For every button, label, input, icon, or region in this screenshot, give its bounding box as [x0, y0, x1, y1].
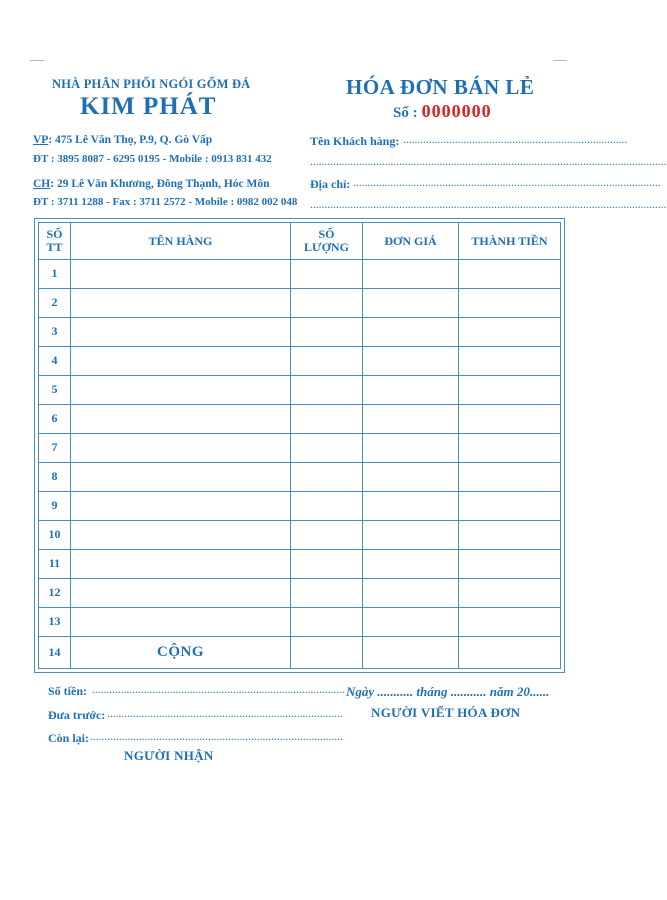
customer-name-field[interactable]: .............................................................................. — [403, 134, 628, 146]
cell-unit-price[interactable] — [363, 462, 459, 491]
cell-item[interactable] — [71, 549, 291, 578]
cell-stt: 8 — [39, 462, 71, 491]
cell-stt: 13 — [39, 607, 71, 636]
items-table-frame — [34, 218, 565, 673]
prepaid-field[interactable]: .................................................................................. — [107, 708, 343, 720]
cell-unit-price[interactable] — [363, 491, 459, 520]
cell-amount[interactable] — [459, 317, 561, 346]
cell-qty[interactable] — [291, 288, 363, 317]
table-row — [39, 607, 561, 636]
cell-qty[interactable] — [291, 375, 363, 404]
table-row — [39, 549, 561, 578]
cell-item[interactable] — [71, 578, 291, 607]
cell-item[interactable] — [71, 462, 291, 491]
items-table — [38, 222, 561, 669]
cell-amount[interactable] — [459, 520, 561, 549]
cell-stt: 14 — [39, 636, 71, 668]
cell-qty[interactable] — [291, 549, 363, 578]
total-label: CỘNG — [71, 636, 291, 668]
cell-item[interactable] — [71, 607, 291, 636]
invoice-title: HÓA ĐƠN BÁN LẺ — [346, 75, 535, 99]
cell-unit-price[interactable] — [363, 549, 459, 578]
cell-amount[interactable] — [459, 549, 561, 578]
cell-unit-price[interactable] — [363, 346, 459, 375]
branch-address-line — [33, 178, 270, 190]
cell-stt: 12 — [39, 578, 71, 607]
cell-item[interactable] — [71, 520, 291, 549]
cell-item[interactable] — [71, 404, 291, 433]
branch-address: : 29 Lê Văn Khương, Đông Thạnh, Hóc Môn — [50, 178, 270, 190]
table-row — [39, 462, 561, 491]
crop-mark-left — [30, 60, 44, 61]
amount-label: Số tiền: — [48, 684, 87, 698]
cell-stt: 5 — [39, 375, 71, 404]
cell-unit-price[interactable] — [363, 607, 459, 636]
cell-qty[interactable] — [291, 260, 363, 289]
cell-qty[interactable] — [291, 607, 363, 636]
cell-amount[interactable] — [459, 288, 561, 317]
address-field-line2[interactable]: ............................................................................................................................ — [310, 199, 667, 211]
address-field[interactable]: ........................................................................................................... — [353, 177, 661, 189]
table-row — [39, 288, 561, 317]
cell-stt: 4 — [39, 346, 71, 375]
cell-item[interactable] — [71, 433, 291, 462]
cell-qty[interactable] — [291, 346, 363, 375]
header-item: TÊN HÀNG — [71, 223, 291, 260]
cell-unit-price[interactable] — [363, 433, 459, 462]
cell-amount[interactable] — [459, 607, 561, 636]
table-row — [39, 520, 561, 549]
cell-stt: 10 — [39, 520, 71, 549]
invoice-number-label: Số : — [393, 105, 418, 121]
table-row — [39, 375, 561, 404]
cell-unit-price[interactable] — [363, 520, 459, 549]
cell-amount[interactable] — [459, 491, 561, 520]
cell-unit-price[interactable] — [363, 636, 459, 668]
table-row — [39, 578, 561, 607]
cell-qty[interactable] — [291, 491, 363, 520]
cell-item[interactable] — [71, 317, 291, 346]
cell-stt: 11 — [39, 549, 71, 578]
cell-amount[interactable] — [459, 346, 561, 375]
prepaid-label: Đưa trước: — [48, 708, 106, 722]
cell-item[interactable] — [71, 260, 291, 289]
address-label: Địa chỉ: — [310, 177, 351, 191]
crop-mark-right — [553, 60, 567, 61]
cell-stt: 2 — [39, 288, 71, 317]
cell-stt: 6 — [39, 404, 71, 433]
amount-field[interactable]: ........................................................................................ — [92, 684, 345, 696]
cell-qty[interactable] — [291, 317, 363, 346]
receiver-signature-label: NGƯỜI NHẬN — [124, 748, 214, 763]
header-qty: SỐ LƯỢNG — [291, 223, 363, 260]
table-row — [39, 636, 561, 668]
cell-unit-price[interactable] — [363, 260, 459, 289]
cell-item[interactable] — [71, 375, 291, 404]
cell-amount[interactable] — [459, 636, 561, 668]
table-row — [39, 404, 561, 433]
header-amount: THÀNH TIỀN — [459, 223, 561, 260]
cell-qty[interactable] — [291, 433, 363, 462]
cell-stt: 3 — [39, 317, 71, 346]
cell-stt: 7 — [39, 433, 71, 462]
cell-unit-price[interactable] — [363, 317, 459, 346]
brand-name: KIM PHÁT — [80, 93, 217, 120]
cell-amount[interactable] — [459, 462, 561, 491]
cell-unit-price[interactable] — [363, 375, 459, 404]
cell-amount[interactable] — [459, 375, 561, 404]
customer-name-field-line2[interactable]: ............................................................................................................................ — [310, 156, 667, 168]
invoice-number-row — [393, 101, 492, 122]
header-unit-price: ĐƠN GIÁ — [363, 223, 459, 260]
remaining-field[interactable]: ........................................................................................ — [90, 731, 343, 743]
cell-amount[interactable] — [459, 404, 561, 433]
cell-qty[interactable] — [291, 578, 363, 607]
cell-qty[interactable] — [291, 462, 363, 491]
cell-stt: 9 — [39, 491, 71, 520]
invoice-number-value: 0000000 — [421, 101, 492, 121]
customer-label: Tên Khách hàng: — [310, 134, 400, 148]
cell-qty[interactable] — [291, 520, 363, 549]
cell-stt: 1 — [39, 260, 71, 289]
office-prefix: VP — [33, 134, 49, 146]
cell-amount[interactable] — [459, 433, 561, 462]
issuer-signature-label: NGƯỜI VIẾT HÓA ĐƠN — [371, 705, 521, 720]
cell-amount[interactable] — [459, 260, 561, 289]
cell-qty[interactable] — [291, 636, 363, 668]
table-row — [39, 260, 561, 289]
cell-item[interactable] — [71, 288, 291, 317]
cell-unit-price[interactable] — [363, 404, 459, 433]
branch-prefix: CH — [33, 178, 51, 190]
remaining-label: Còn lại: — [48, 731, 90, 745]
table-row — [39, 346, 561, 375]
cell-qty[interactable] — [291, 404, 363, 433]
office-address: : 475 Lê Văn Thọ, P.9, Q. Gò Vấp — [48, 134, 213, 146]
table-row — [39, 433, 561, 462]
cell-amount[interactable] — [459, 578, 561, 607]
table-row — [39, 491, 561, 520]
header-stt: SỐ TT — [39, 223, 71, 260]
table-header-row — [39, 223, 561, 260]
table-row — [39, 317, 561, 346]
office-address-line — [33, 134, 212, 146]
cell-item[interactable] — [71, 346, 291, 375]
cell-item[interactable] — [71, 491, 291, 520]
office-phone: ĐT : 3895 8087 - 6295 0195 - Mobile : 0913 831 432 — [33, 153, 272, 165]
cell-unit-price[interactable] — [363, 288, 459, 317]
distributor-line: NHÀ PHÂN PHỐI NGÓI GỐM ĐÁ — [52, 77, 251, 91]
cell-unit-price[interactable] — [363, 578, 459, 607]
branch-phone: ĐT : 3711 1288 - Fax : 3711 2572 - Mobile : 0982 002 048 — [33, 196, 298, 208]
date-line: Ngày ........... tháng ........... năm 20...... — [346, 684, 550, 699]
